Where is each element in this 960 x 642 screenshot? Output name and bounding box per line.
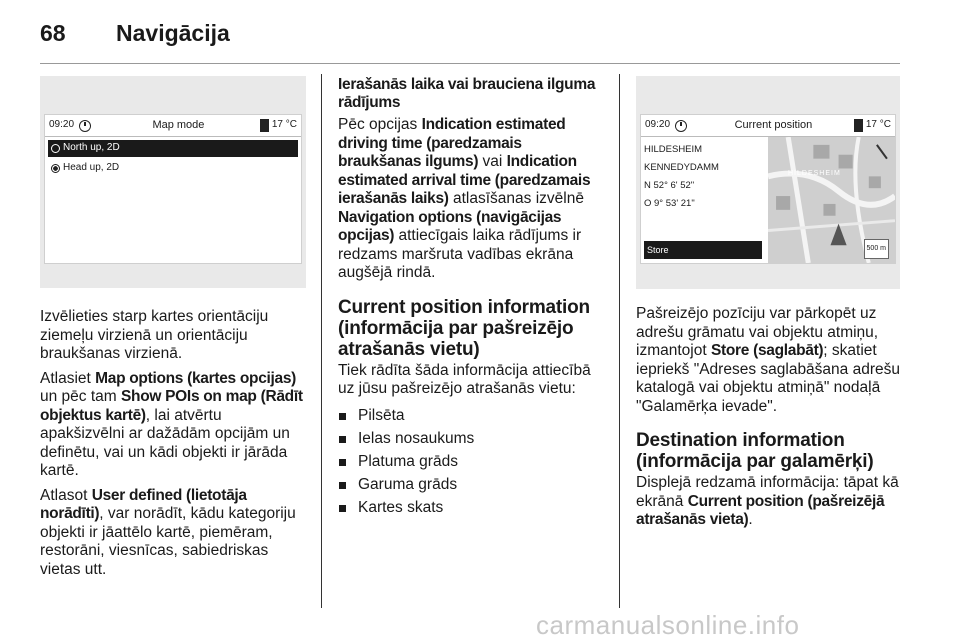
screen-time: 09:20 bbox=[645, 119, 671, 131]
paragraph: Izvēlieties starp kartes orientāciju ziemeļu virzienā un orientāciju braukšanas virzienā. bbox=[40, 308, 269, 362]
screen-temperature: 17 °C bbox=[865, 119, 891, 131]
section-heading: Destination information (informācija par galamērķi) bbox=[636, 430, 874, 472]
screen-temperature: 17 °C bbox=[271, 119, 297, 131]
screen-status-bar bbox=[641, 115, 895, 137]
bullet-square-icon bbox=[339, 482, 346, 489]
list-item: Pilsēta bbox=[338, 405, 606, 428]
map-city-label: HILDESHEIM bbox=[788, 170, 841, 177]
bullet-list bbox=[338, 405, 606, 520]
map-view bbox=[768, 137, 895, 263]
longitude-line: O 9° 53' 21" bbox=[644, 198, 695, 209]
column-1 bbox=[40, 76, 306, 585]
watermark: carmanualsonline.info bbox=[536, 610, 800, 640]
page-number: 68 bbox=[40, 20, 66, 46]
display-screen bbox=[640, 114, 896, 264]
bullet-square-icon bbox=[339, 505, 346, 512]
option-north-up bbox=[48, 140, 298, 157]
bullet-square-icon bbox=[339, 413, 346, 420]
option-label: North up, 2D bbox=[63, 142, 120, 154]
screen-time: 09:20 bbox=[49, 119, 75, 131]
screen-status-bar bbox=[45, 115, 301, 137]
paragraph: Atlasiet Map options (kartes opcijas) un pēc tam Show POIs on map (Rādīt objektus kartē), lai atvērtu apakšizvēlni ar dažādām opcijām un definētu, vai un kādi objekti ir jārāda kartē. bbox=[40, 369, 303, 479]
list-item: Garuma grāds bbox=[338, 474, 606, 497]
current-position-screen-figure bbox=[636, 76, 900, 289]
list-item: Ielas nosaukums bbox=[338, 428, 606, 451]
chapter-title: Navigācija bbox=[116, 20, 230, 46]
column-3 bbox=[636, 76, 904, 536]
column-divider bbox=[619, 74, 620, 608]
list-item: Kartes skats bbox=[338, 497, 606, 520]
radio-icon bbox=[51, 144, 60, 153]
bullet-square-icon bbox=[339, 436, 346, 443]
paragraph: Pašreizējo pozīciju var pārkopēt uz adrešu grāmatu vai objektu atmiņu, izmantojot Store (saglabāt); skatiet iepriekš "Adreses saglabāšana adrešu katalogā vai objektu atmiņā" nodaļā "Galamērķa ievade". bbox=[636, 305, 900, 415]
bullet-square-icon bbox=[339, 459, 346, 466]
map-mode-screen-figure bbox=[40, 76, 306, 288]
display-screen bbox=[44, 114, 302, 264]
option-label: Head up, 2D bbox=[63, 162, 120, 174]
city-line: HILDESHEIM bbox=[644, 144, 703, 155]
paragraph: Atlasot User defined (lietotāja norādīti), var norādīt, kādu kategoriju objekti ir jāattēlo kartē, piemēram, restorāni, viesnīcas, sabiedriskas vietas utt. bbox=[40, 486, 296, 578]
map-scale: 500 m bbox=[864, 239, 889, 260]
store-button: Store bbox=[644, 241, 762, 259]
thermometer-icon bbox=[260, 119, 269, 132]
header-rule bbox=[40, 63, 900, 64]
clock-icon bbox=[675, 120, 687, 132]
latitude-line: N 52° 6' 52" bbox=[644, 180, 695, 191]
column-2 bbox=[338, 76, 606, 520]
option-head-up bbox=[48, 160, 298, 177]
street-line: KENNEDYDAMM bbox=[644, 162, 719, 173]
thermometer-icon bbox=[854, 119, 863, 132]
clock-icon bbox=[79, 120, 91, 132]
list-item: Platuma grāds bbox=[338, 451, 606, 474]
subheading: Ierašanās laika vai brauciena ilguma rādījums bbox=[338, 76, 596, 111]
screen-title: Current position bbox=[734, 119, 813, 132]
paragraph: Pēc opcijas Indication estimated driving time (paredzamais braukšanas ilgums) vai Indication estimated arrival time (paredzamais ierašanās laiks) atlasīšanas izvēlnē Navigation options (navigācijas opcijas) attiecīgais laika rādījums ir redzams maršruta vadības ekrāna augšējā rindā. bbox=[338, 116, 591, 281]
paragraph: Tiek rādīta šāda informācija attiecībā uz jūsu pašreizējo atrašanās vietu: bbox=[338, 361, 591, 397]
column-divider bbox=[321, 74, 322, 608]
section-heading: Current position information (informācija par pašreizējo atrašanās vietu) bbox=[338, 296, 590, 360]
screen-title: Map mode bbox=[152, 119, 205, 132]
paragraph: Displejā redzamā informācija: tāpat kā ekrānā Current position (pašreizējā atrašanās vieta). bbox=[636, 474, 899, 528]
position-info-panel bbox=[641, 137, 766, 263]
radio-selected-icon bbox=[51, 164, 60, 173]
page-header bbox=[40, 20, 230, 50]
